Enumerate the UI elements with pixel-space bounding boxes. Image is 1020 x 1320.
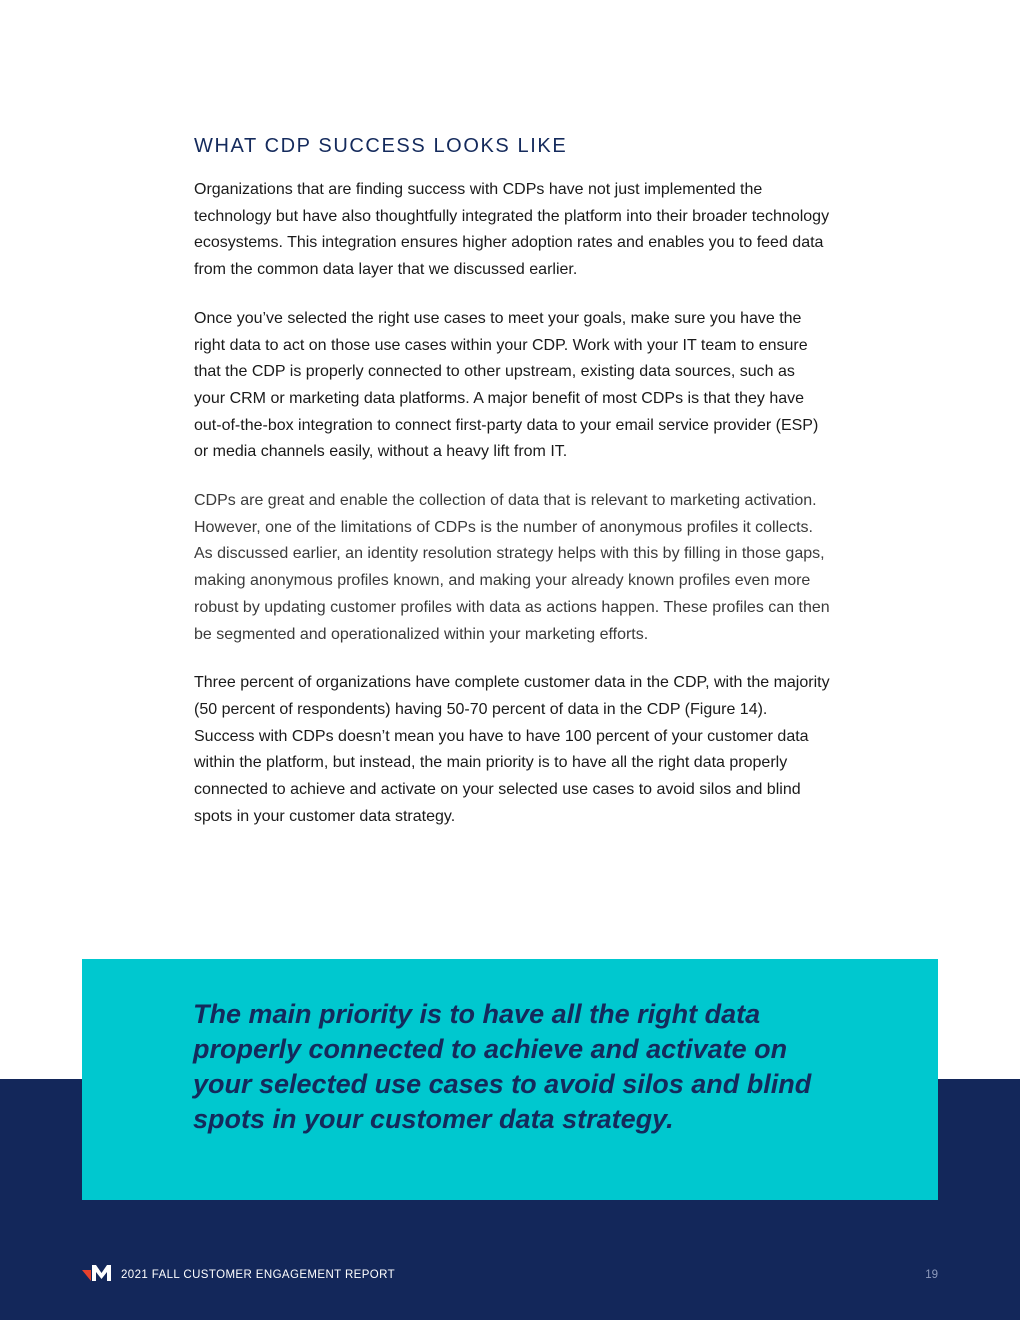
body-paragraph-1: Organizations that are finding success with CDPs have not just implemented the technology but have also thoughtfully integrated the platform into their broader technology ecosystems. This integration ensures higher adoption rates and enables you to feed data from the common data layer that we discussed earlier. xyxy=(194,181,830,279)
merkle-logo-icon xyxy=(82,1264,112,1282)
body-paragraph-4: Three percent of organizations have complete customer data in the CDP, with the majority (50 percent of respondents) having 50-70 percent of data in the CDP (Figure 14). Success with CDPs doesn’t mean you have to have 100 percent of your customer data within the platform, but instead, the main priority is to have all the right data properly connected to achieve and activate on your selected use cases to avoid silos and blind spots in your customer data strategy. xyxy=(194,674,830,825)
page-footer xyxy=(82,1262,938,1286)
body-paragraph-3: CDPs are great and enable the collection of data that is relevant to marketing activation. However, one of the limitations of CDPs is the number of anonymous profiles it collects. As discussed earlier, an identity resolution strategy helps with this by filling in those gaps, making anonymous profiles known, and making your already known profiles even more robust by updating customer profiles with data as actions happen. These profiles can then be segmented and operationalized within your marketing efforts. xyxy=(194,492,830,643)
page-number: 19 xyxy=(925,1269,938,1281)
article-body xyxy=(194,133,830,852)
body-paragraph-2: Once you’ve selected the right use cases to meet your goals, make sure you have the right data to act on those use cases within your CDP. Work with your IT team to ensure that the CDP is properly connected to other upstream, existing data sources, such as your CRM or marketing data platforms. A major benefit of most CDPs is that they have out-of-the-box integration to connect first-party data to your email service provider (ESP) or media channels easily, without a heavy lift from IT. xyxy=(194,309,819,461)
footer-report-title: 2021 FALL CUSTOMER ENGAGEMENT REPORT xyxy=(121,1269,396,1281)
section-heading: WHAT CDP SUCCESS LOOKS LIKE xyxy=(194,135,568,157)
pull-quote-box xyxy=(82,959,938,1200)
pull-quote-text: The main priority is to have all the right data properly connected to achieve and activate on your selected use cases to avoid silos and blind spots in your customer data strategy. xyxy=(193,999,812,1134)
